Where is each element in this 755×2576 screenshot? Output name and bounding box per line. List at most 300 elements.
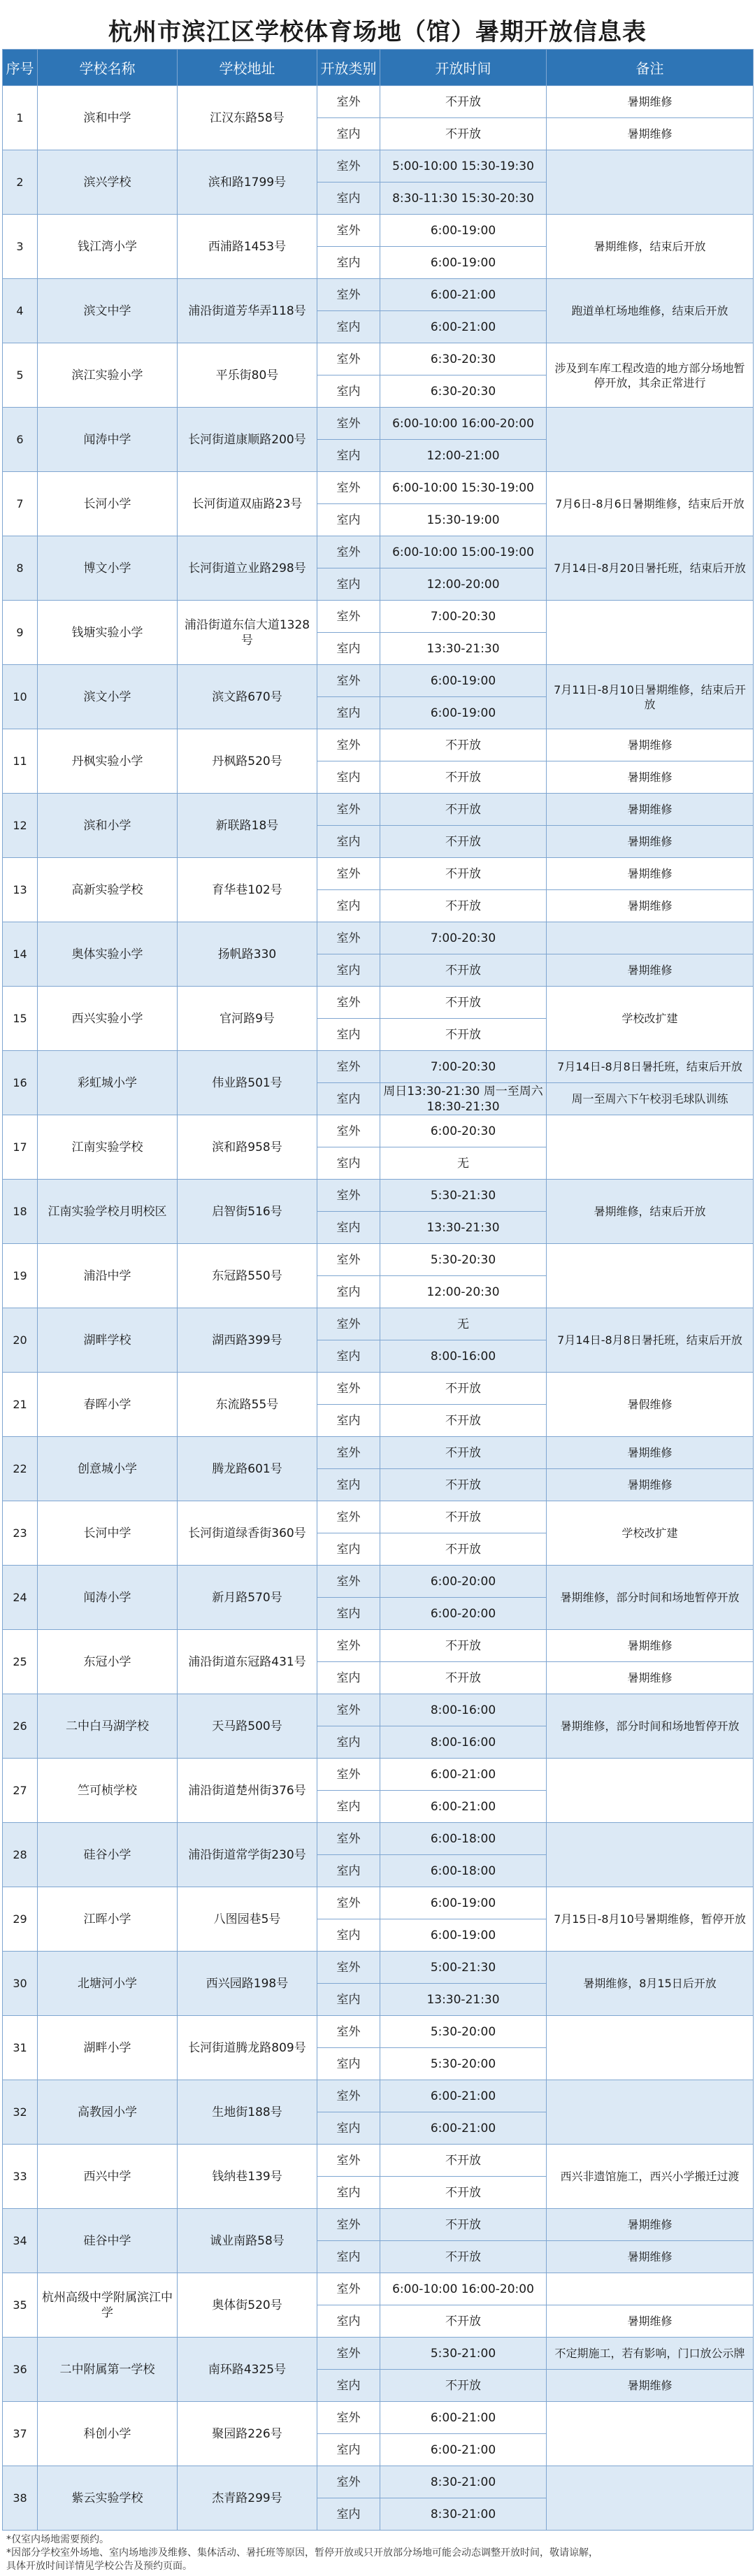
note [547, 601, 754, 665]
note [547, 2016, 754, 2080]
row-number: 4 [3, 279, 38, 343]
open-type: 室外 [317, 987, 380, 1019]
table-row [3, 1759, 754, 1791]
note [547, 1823, 754, 1887]
school-address: 浦沿街道常学街230号 [178, 1823, 317, 1887]
open-time: 不开放 [380, 1469, 547, 1501]
table-row [3, 2466, 754, 2498]
table-row [3, 1694, 754, 1726]
note: 暑期维修，部分时间和场地暂停开放 [547, 1566, 754, 1630]
table-row [3, 1630, 754, 1662]
row-number: 2 [3, 150, 38, 215]
school-name: 竺可桢学校 [38, 1759, 178, 1823]
table-row [3, 215, 754, 247]
open-type: 室内 [317, 183, 380, 215]
note: 涉及到车库工程改造的地方部分场地暂停开放，其余正常进行 [547, 343, 754, 408]
school-name: 高新实验学校 [38, 858, 178, 922]
open-time: 不开放 [380, 2209, 547, 2241]
row-number: 30 [3, 1952, 38, 2016]
row-number: 15 [3, 987, 38, 1051]
row-number: 23 [3, 1501, 38, 1566]
row-number: 5 [3, 343, 38, 408]
header-no: 序号 [3, 50, 38, 86]
open-type: 室内 [317, 504, 380, 536]
note: 暑期维修 [547, 1437, 754, 1469]
header-address: 学校地址 [178, 50, 317, 86]
open-time: 13:30-21:30 [380, 1984, 547, 2016]
note: 7月11日-8月10日暑期维修，结束后开放 [547, 665, 754, 729]
table-row [3, 408, 754, 440]
table-row [3, 729, 754, 761]
open-type: 室外 [317, 1694, 380, 1726]
school-name: 江南实验学校 [38, 1115, 178, 1180]
note: 不定期施工，若有影响，门口放公示牌 [547, 2338, 754, 2370]
row-number: 35 [3, 2273, 38, 2338]
open-type: 室内 [317, 118, 380, 150]
row-number: 27 [3, 1759, 38, 1823]
row-number: 17 [3, 1115, 38, 1180]
open-time: 不开放 [380, 826, 547, 858]
open-time: 不开放 [380, 1405, 547, 1437]
school-name: 钱江湾小学 [38, 215, 178, 279]
open-type: 室外 [317, 1308, 380, 1340]
note: 暑期维修 [547, 1630, 754, 1662]
footnotes [2, 2531, 753, 2576]
row-number: 9 [3, 601, 38, 665]
school-name: 东冠小学 [38, 1630, 178, 1694]
table-row [3, 1051, 754, 1083]
row-number: 22 [3, 1437, 38, 1501]
open-type: 室外 [317, 1952, 380, 1984]
open-time: 6:00-19:00 [380, 215, 547, 247]
school-address: 长河街道立业路298号 [178, 536, 317, 601]
open-type: 室外 [317, 343, 380, 375]
open-time: 不开放 [380, 761, 547, 794]
row-number: 6 [3, 408, 38, 472]
open-time: 5:30-21:30 [380, 1180, 547, 1212]
note: 暑假维修 [547, 1373, 754, 1437]
note: 7月14日-8月20日暑托班，结束后开放 [547, 536, 754, 601]
open-type: 室外 [317, 1823, 380, 1855]
open-type: 室内 [317, 1855, 380, 1887]
table-row [3, 1373, 754, 1405]
school-address: 东冠路550号 [178, 1244, 317, 1308]
open-time: 13:30-21:30 [380, 633, 547, 665]
school-name: 二中附属第一学校 [38, 2338, 178, 2402]
school-name: 紫云实验学校 [38, 2466, 178, 2531]
open-type: 室内 [317, 2112, 380, 2145]
open-time: 不开放 [380, 890, 547, 922]
open-type: 室外 [317, 2402, 380, 2434]
open-time: 6:00-19:00 [380, 665, 547, 697]
open-time: 7:00-20:30 [380, 1051, 547, 1083]
row-number: 8 [3, 536, 38, 601]
open-time: 6:00-10:00 15:00-19:00 [380, 536, 547, 568]
open-type: 室内 [317, 2370, 380, 2402]
school-name: 闻涛中学 [38, 408, 178, 472]
school-name: 滨兴学校 [38, 150, 178, 215]
open-time: 6:30-20:30 [380, 375, 547, 408]
open-type: 室外 [317, 1180, 380, 1212]
open-type: 室外 [317, 2145, 380, 2177]
table-row [3, 2402, 754, 2434]
school-name: 北塘河小学 [38, 1952, 178, 2016]
school-name: 硅谷小学 [38, 1823, 178, 1887]
school-address: 长河街道绿香街360号 [178, 1501, 317, 1566]
open-type: 室内 [317, 1083, 380, 1115]
row-number: 20 [3, 1308, 38, 1373]
note: 暑期维修 [547, 2305, 754, 2338]
note: 暑期维修 [547, 1469, 754, 1501]
school-name: 滨文小学 [38, 665, 178, 729]
open-type: 室内 [317, 1533, 380, 1566]
open-type: 室外 [317, 408, 380, 440]
open-time: 不开放 [380, 1019, 547, 1051]
school-address: 江汉东路58号 [178, 86, 317, 150]
open-time: 5:30-20:30 [380, 1244, 547, 1276]
open-type: 室外 [317, 1759, 380, 1791]
open-time: 不开放 [380, 729, 547, 761]
note: 暑期维修 [547, 794, 754, 826]
school-name: 高教园小学 [38, 2080, 178, 2145]
row-number: 32 [3, 2080, 38, 2145]
school-address: 诚业南路58号 [178, 2209, 317, 2273]
table-row [3, 1501, 754, 1533]
note: 暑期维修，部分时间和场地暂停开放 [547, 1694, 754, 1759]
row-number: 26 [3, 1694, 38, 1759]
school-name: 湖畔学校 [38, 1308, 178, 1373]
note: 暑期维修 [547, 1662, 754, 1694]
open-time: 6:00-10:00 16:00-20:00 [380, 408, 547, 440]
school-name: 奥体实验小学 [38, 922, 178, 987]
school-name: 杭州高级中学附属滨江中学 [38, 2273, 178, 2338]
row-number: 34 [3, 2209, 38, 2273]
header-note: 备注 [547, 50, 754, 86]
school-address: 扬帆路330 [178, 922, 317, 987]
note: 7月14日-8月8日暑托班，结束后开放 [547, 1308, 754, 1373]
open-time: 12:00-20:00 [380, 568, 547, 601]
open-time: 6:00-20:00 [380, 1566, 547, 1598]
open-type: 室外 [317, 1373, 380, 1405]
note: 暑期维修 [547, 729, 754, 761]
school-name: 长河中学 [38, 1501, 178, 1566]
open-time: 8:30-21:00 [380, 2498, 547, 2531]
open-type: 室内 [317, 375, 380, 408]
open-time: 6:00-21:00 [380, 2402, 547, 2434]
header-open-type: 开放类别 [317, 50, 380, 86]
open-time: 6:00-21:00 [380, 2434, 547, 2466]
table-row [3, 794, 754, 826]
row-number: 7 [3, 472, 38, 536]
school-address: 滨文路670号 [178, 665, 317, 729]
open-type: 室内 [317, 2241, 380, 2273]
open-time: 8:00-16:00 [380, 1726, 547, 1759]
row-number: 18 [3, 1180, 38, 1244]
school-name: 长河小学 [38, 472, 178, 536]
row-number: 10 [3, 665, 38, 729]
open-type: 室外 [317, 858, 380, 890]
open-type: 室内 [317, 1340, 380, 1373]
table-row [3, 279, 754, 311]
school-name: 二中白马湖学校 [38, 1694, 178, 1759]
open-type: 室外 [317, 601, 380, 633]
school-name: 博文小学 [38, 536, 178, 601]
table-row [3, 1887, 754, 1919]
table-row [3, 472, 754, 504]
table-row [3, 2080, 754, 2112]
school-address: 长河街道康顺路200号 [178, 408, 317, 472]
note [547, 2273, 754, 2305]
open-type: 室内 [317, 2498, 380, 2531]
table-row [3, 922, 754, 954]
open-type: 室外 [317, 665, 380, 697]
school-address: 长河街道双庙路23号 [178, 472, 317, 536]
note: 暑期维修 [547, 954, 754, 987]
school-address: 南环路4325号 [178, 2338, 317, 2402]
open-type: 室内 [317, 2305, 380, 2338]
note: 暑期维修 [547, 761, 754, 794]
note: 暑期维修 [547, 890, 754, 922]
row-number: 1 [3, 86, 38, 150]
open-time: 5:00-21:30 [380, 1952, 547, 1984]
footnote: *仅室内场地需要预约。 [6, 2534, 109, 2545]
open-time: 6:00-10:00 15:30-19:00 [380, 472, 547, 504]
open-type: 室外 [317, 215, 380, 247]
note: 暑期维修 [547, 2209, 754, 2241]
open-time: 6:00-20:00 [380, 1598, 547, 1630]
school-address: 平乐街80号 [178, 343, 317, 408]
open-time: 不开放 [380, 1662, 547, 1694]
school-address: 滨和路1799号 [178, 150, 317, 215]
open-type: 室内 [317, 247, 380, 279]
open-time: 不开放 [380, 987, 547, 1019]
table-row [3, 1437, 754, 1469]
school-address: 伟业路501号 [178, 1051, 317, 1115]
school-name: 闻涛小学 [38, 1566, 178, 1630]
note: 7月14日-8月8日暑托班，结束后开放 [547, 1051, 754, 1083]
open-time: 15:30-19:00 [380, 504, 547, 536]
open-time: 不开放 [380, 86, 547, 118]
school-address: 西浦路1453号 [178, 215, 317, 279]
open-type: 室外 [317, 1887, 380, 1919]
open-time: 不开放 [380, 2177, 547, 2209]
row-number: 14 [3, 922, 38, 987]
school-address: 浦沿街道东信大道1328号 [178, 601, 317, 665]
open-type: 室内 [317, 761, 380, 794]
table-row [3, 1180, 754, 1212]
open-type: 室内 [317, 1791, 380, 1823]
school-address: 浦沿街道楚州街376号 [178, 1759, 317, 1823]
row-number: 21 [3, 1373, 38, 1437]
open-type: 室外 [317, 794, 380, 826]
row-number: 24 [3, 1566, 38, 1630]
note [547, 2080, 754, 2145]
open-time: 不开放 [380, 954, 547, 987]
open-type: 室外 [317, 729, 380, 761]
open-type: 室内 [317, 1984, 380, 2016]
school-name: 丹枫实验小学 [38, 729, 178, 794]
open-time: 6:00-18:00 [380, 1855, 547, 1887]
open-time: 不开放 [380, 2370, 547, 2402]
open-type: 室内 [317, 1405, 380, 1437]
school-address: 官河路9号 [178, 987, 317, 1051]
school-address: 八图园巷5号 [178, 1887, 317, 1952]
school-name: 湖畔小学 [38, 2016, 178, 2080]
open-type: 室外 [317, 279, 380, 311]
table-row [3, 1308, 754, 1340]
open-type: 室外 [317, 2273, 380, 2305]
open-type: 室内 [317, 1598, 380, 1630]
open-time: 5:30-20:00 [380, 2016, 547, 2048]
open-type: 室内 [317, 2048, 380, 2080]
open-time: 5:30-21:00 [380, 2338, 547, 2370]
open-time: 不开放 [380, 2145, 547, 2177]
open-time: 6:00-21:00 [380, 2112, 547, 2145]
note [547, 408, 754, 472]
open-type: 室外 [317, 1437, 380, 1469]
school-address: 钱纳巷139号 [178, 2145, 317, 2209]
school-name: 硅谷中学 [38, 2209, 178, 2273]
open-time: 6:00-18:00 [380, 1823, 547, 1855]
open-type: 室外 [317, 1115, 380, 1147]
open-type: 室内 [317, 1919, 380, 1952]
note: 暑期维修，结束后开放 [547, 1180, 754, 1244]
row-number: 12 [3, 794, 38, 858]
school-address: 聚园路226号 [178, 2402, 317, 2466]
row-number: 28 [3, 1823, 38, 1887]
school-name: 滨和小学 [38, 794, 178, 858]
table-row [3, 536, 754, 568]
note: 跑道单杠场地维修，结束后开放 [547, 279, 754, 343]
school-name: 江南实验学校月明校区 [38, 1180, 178, 1244]
note: 暑期维修，8月15日后开放 [547, 1952, 754, 2016]
open-type: 室内 [317, 440, 380, 472]
note [547, 922, 754, 954]
row-number: 36 [3, 2338, 38, 2402]
open-type: 室内 [317, 1019, 380, 1051]
open-time: 不开放 [380, 2241, 547, 2273]
row-number: 13 [3, 858, 38, 922]
open-time: 5:00-10:00 15:30-19:30 [380, 150, 547, 183]
open-time: 12:00-21:00 [380, 440, 547, 472]
note: 暑期维修 [547, 2241, 754, 2273]
footnote: *因部分学校室外场地、室内场地涉及维修、集体活动、暑托班等原因，暂停开放或只开放部分场地可能会动态调整开放时间，敬请谅解， [6, 2547, 598, 2559]
row-number: 16 [3, 1051, 38, 1115]
note [547, 2466, 754, 2531]
open-type: 室内 [317, 633, 380, 665]
school-address: 西兴园路198号 [178, 1952, 317, 2016]
open-time: 6:00-19:00 [380, 697, 547, 729]
open-type: 室外 [317, 2466, 380, 2498]
table-row [3, 858, 754, 890]
note: 学校改扩建 [547, 1501, 754, 1566]
open-time: 无 [380, 1147, 547, 1180]
open-type: 室外 [317, 1501, 380, 1533]
open-type: 室内 [317, 826, 380, 858]
note: 7月15日-8月10号暑期维修，暂停开放 [547, 1887, 754, 1952]
open-type: 室内 [317, 890, 380, 922]
school-address: 滨和路958号 [178, 1115, 317, 1180]
school-name: 滨和中学 [38, 86, 178, 150]
open-time: 不开放 [380, 794, 547, 826]
open-time: 6:00-21:00 [380, 311, 547, 343]
open-type: 室内 [317, 1276, 380, 1308]
table-row [3, 2209, 754, 2241]
table-row [3, 1566, 754, 1598]
school-address: 新联路18号 [178, 794, 317, 858]
school-address: 新月路570号 [178, 1566, 317, 1630]
note: 暑期维修 [547, 118, 754, 150]
open-time: 8:00-16:00 [380, 1694, 547, 1726]
table-row [3, 2338, 754, 2370]
open-type: 室外 [317, 1630, 380, 1662]
school-name: 创意城小学 [38, 1437, 178, 1501]
table-row [3, 1952, 754, 1984]
open-type: 室外 [317, 2016, 380, 2048]
note [547, 1115, 754, 1180]
open-time: 6:00-19:00 [380, 1887, 547, 1919]
note: 暑期维修 [547, 826, 754, 858]
open-time: 5:30-20:00 [380, 2048, 547, 2080]
open-time: 不开放 [380, 1501, 547, 1533]
open-time: 6:00-21:00 [380, 1791, 547, 1823]
school-name: 滨文中学 [38, 279, 178, 343]
school-address: 浦沿街道东冠路431号 [178, 1630, 317, 1694]
open-type: 室外 [317, 2080, 380, 2112]
header-row [3, 50, 754, 86]
school-name: 春晖小学 [38, 1373, 178, 1437]
note: 暑期维修 [547, 2370, 754, 2402]
table-row [3, 1244, 754, 1276]
row-number: 33 [3, 2145, 38, 2209]
table-row [3, 665, 754, 697]
school-name: 彩虹城小学 [38, 1051, 178, 1115]
table-body [3, 86, 754, 2531]
note: 暑期维修 [547, 858, 754, 890]
table-row [3, 987, 754, 1019]
open-time: 6:00-19:00 [380, 247, 547, 279]
open-time: 不开放 [380, 1533, 547, 1566]
table-row [3, 2145, 754, 2177]
note: 7月6日-8月6日暑期维修，结束后开放 [547, 472, 754, 536]
table-row [3, 1115, 754, 1147]
school-name: 西兴实验小学 [38, 987, 178, 1051]
school-name: 浦沿中学 [38, 1244, 178, 1308]
open-time: 不开放 [380, 118, 547, 150]
header-school-name: 学校名称 [38, 50, 178, 86]
open-type: 室内 [317, 954, 380, 987]
open-type: 室外 [317, 86, 380, 118]
open-type: 室外 [317, 1051, 380, 1083]
table-row [3, 1823, 754, 1855]
school-address: 奥体街520号 [178, 2273, 317, 2338]
open-time: 13:30-21:30 [380, 1212, 547, 1244]
header-open-time: 开放时间 [380, 50, 547, 86]
school-name: 钱塘实验小学 [38, 601, 178, 665]
row-number: 29 [3, 1887, 38, 1952]
open-time: 7:00-20:30 [380, 601, 547, 633]
school-address: 浦沿街道芳华弄118号 [178, 279, 317, 343]
school-name: 西兴中学 [38, 2145, 178, 2209]
open-time: 不开放 [380, 858, 547, 890]
open-type: 室内 [317, 311, 380, 343]
open-time: 6:00-21:00 [380, 1759, 547, 1791]
note [547, 1244, 754, 1308]
row-number: 25 [3, 1630, 38, 1694]
note [547, 150, 754, 215]
open-type: 室内 [317, 2434, 380, 2466]
school-address: 湖西路399号 [178, 1308, 317, 1373]
